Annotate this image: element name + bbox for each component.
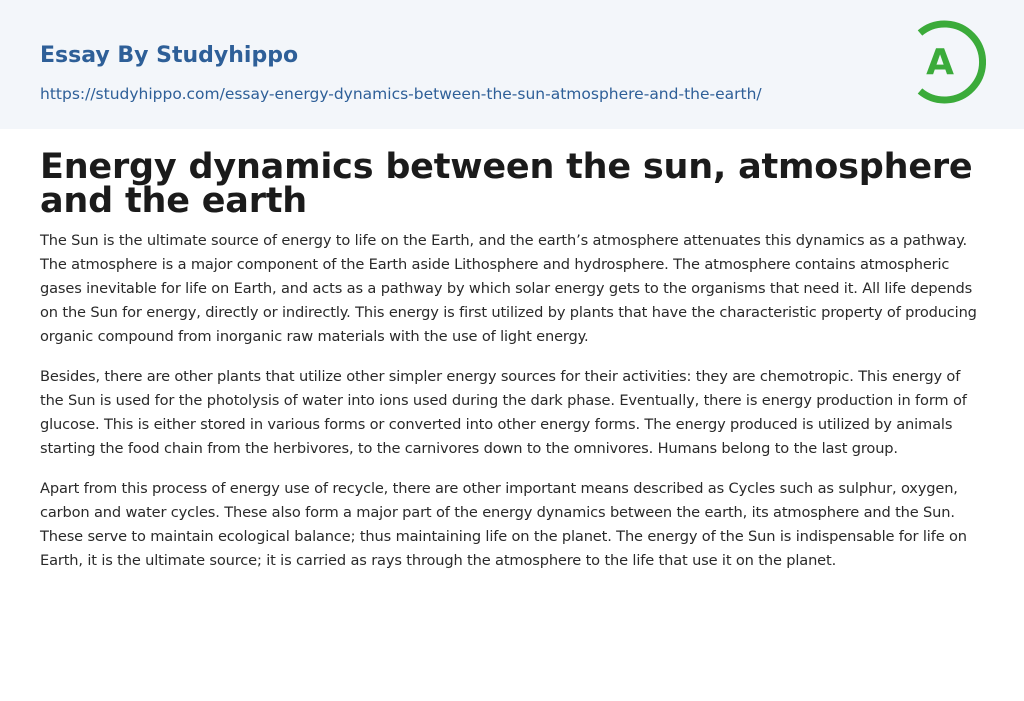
site-title[interactable]: Essay By Studyhippo [40, 43, 299, 68]
essay-title: Energy dynamics between the sun, atmosphere and the earth [40, 147, 973, 221]
logo-letter: A [926, 42, 954, 83]
essay-body [40, 229, 980, 589]
logo-ring-icon [912, 19, 986, 105]
essay-url-link[interactable]: https://studyhippo.com/essay-energy-dynamics-between-the-sun-atmosphere-and-the-earth/ [40, 85, 762, 103]
essay-paragraph: Besides, there are other plants that utilize other simpler energy sources for their activities: they are chemotropic. This energy of the Sun is used for the photolysis of water into ions used during the dark phase. Eventually, there is energy production in form of glucose. This is either stored in various forms or converted into other energy forms. The energy produced is utilized by animals starting the food chain from the herbivores, to the carnivores down to the omnivores. Humans belong to the last group. [40, 368, 967, 457]
essay-paragraph: The Sun is the ultimate source of energy to life on the Earth, and the earth’s atmosphere attenuates this dynamics as a pathway. The atmosphere is a major component of the Earth aside Lithosphere and hydrosphere. The atmosphere contains atmospheric gases inevitable for life on Earth, and acts as a pathway by which solar energy gets to the organisms that need it. All life depends on the Sun for energy, directly or indirectly. This energy is first utilized by plants that have the characteristic property of producing organic compound from inorganic raw materials with the use of light energy. [40, 232, 977, 345]
essay-paragraph: Apart from this process of energy use of recycle, there are other important means described as Cycles such as sulphur, oxygen, carbon and water cycles. These also form a major part of the energy dynamics between the earth, its atmosphere and the Sun. These serve to maintain ecological balance; thus maintaining life on the planet. The energy of the Sun is indispensable for life on Earth, it is the ultimate source; it is carried as rays through the atmosphere to the life that use it on the planet. [40, 480, 967, 569]
studyhippo-logo[interactable] [912, 19, 986, 105]
site-header [0, 0, 1024, 129]
